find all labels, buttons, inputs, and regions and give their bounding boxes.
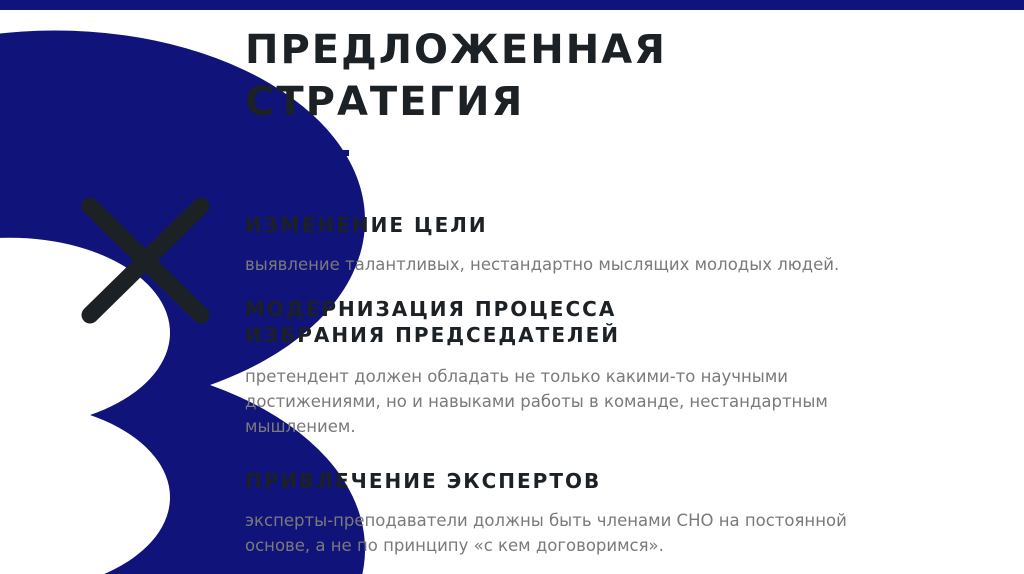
slide-title-line: ПРЕДЛОЖЕННАЯ <box>245 27 667 73</box>
section-heading-experts <box>245 468 601 494</box>
slide-title-line: СТРАТЕГИЯ <box>245 79 525 125</box>
section-text-line: основе, а не по принципу «с кем договоримся». <box>245 536 664 555</box>
slide-title <box>245 24 667 128</box>
section-heading-line: МОДЕРНИЗАЦИЯ ПРОЦЕССА <box>245 297 617 321</box>
section-text-experts <box>245 508 847 558</box>
title-underline-accent <box>311 150 349 156</box>
section-text-line: претендент должен обладать не только какими-то научными <box>245 367 789 386</box>
section-text-line: эксперты-преподаватели должны быть членами СНО на постоянной <box>245 511 847 530</box>
section-text-goal-change <box>245 252 839 277</box>
section-text-line: достижениями, но и навыками работы в команде, нестандартным <box>245 392 828 411</box>
section-heading-line: ИЗБРАНИЯ ПРЕДСЕДАТЕЛЕЙ <box>245 323 620 347</box>
section-text-line: мышлением. <box>245 417 356 436</box>
section-text-election-modernization <box>245 364 828 439</box>
section-heading-line: ИЗМЕНЕНИЕ ЦЕЛИ <box>245 213 488 237</box>
section-heading-goal-change <box>245 212 488 238</box>
section-text-line: выявление талантливых, нестандартно мыслящих молодых людей. <box>245 255 840 274</box>
section-heading-election-modernization <box>245 296 620 348</box>
section-heading-line: ПРИВЛЕЧЕНИЕ ЭКСПЕРТОВ <box>245 469 602 493</box>
